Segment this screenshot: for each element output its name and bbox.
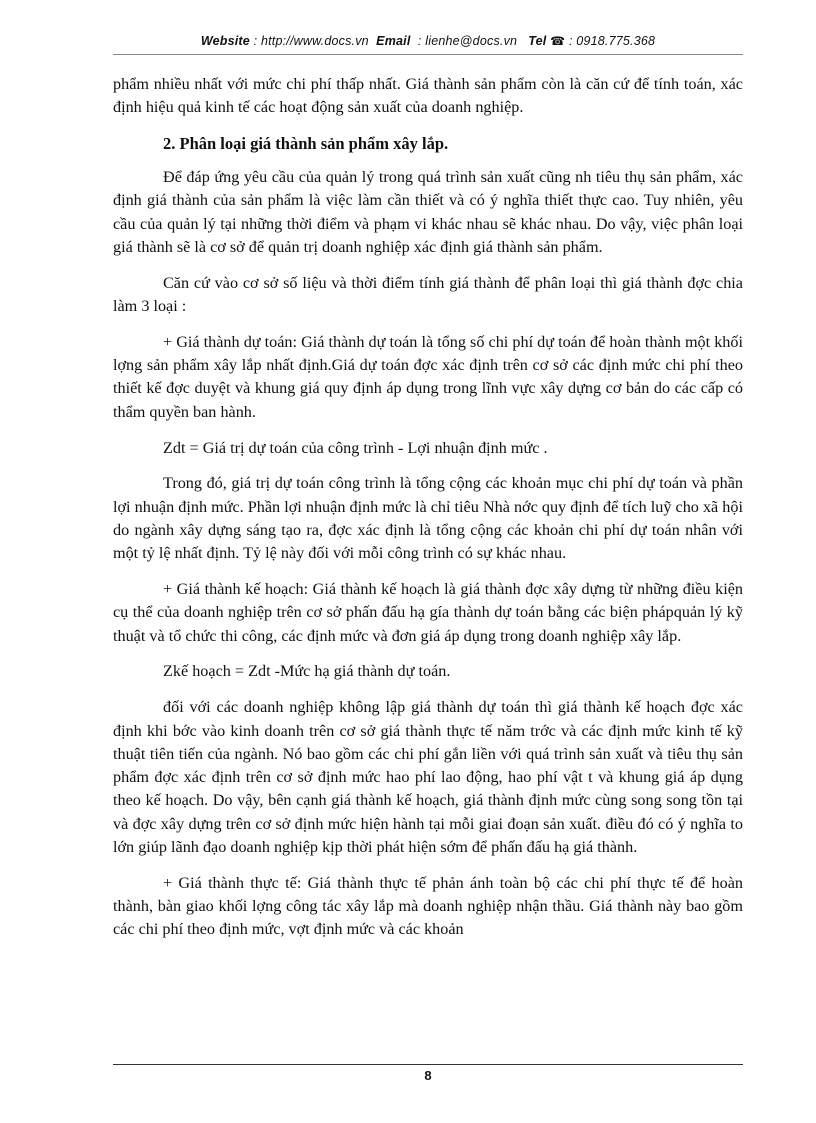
paragraph-planned-detail: đối với các doanh nghiệp không lập giá thành dự toán thì giá thành kế hoạch đợc xác định khi bớc vào kinh doanh trên cơ sở giá thành thực tế năm trớc và các định mức kinh tế kỹ thuật tiên tiến của ngành. Nó bao gồm các chi phí gắn liền với quá trình sản xuất và tiêu thụ sản phẩm đợc xác định trên cơ sở định mức hao phí lao động, hao phí vật t và khung giá áp dụng theo kế hoạch. Do vậy, bên cạnh giá thành kế hoạch, giá thành định mức cùng song song tồn tại và đợc xây dựng trên cơ sở định mức hiện hành tại mỗi giai đoạn sản xuất. điều đó có ý nghĩa to lớn giúp lãnh đạo doanh nghiệp kịp thời phát hiện sớm để phấn đấu hạ giá thành.: [113, 698, 743, 857]
page-header: [113, 34, 743, 48]
paragraph-continuation: phẩm nhiều nhất với mức chi phí thấp nhất. Giá thành sản phẩm còn là căn cứ để tính toán, xác định hiệu quả kinh tế các hoạt động sản xuất của doanh nghiệp.: [113, 75, 743, 117]
paragraph-actual-cost: + Giá thành thực tế: Giá thành thực tế phản ánh toàn bộ các chi phí thực tế để hoàn thành, bàn giao khối lợng công tác xây lắp mà doanh nghiệp nhận thầu. Giá thành này bao gồm các chi phí theo định mức, vợt định mức và các khoản: [113, 873, 743, 939]
email-label: Email: [376, 34, 411, 48]
page-number: 8: [424, 1068, 432, 1083]
paragraph-planned-cost: + Giá thành kế hoạch: Giá thành kế hoạch là giá thành đợc xây dựng từ những điều kiện cụ thể của doanh nghiệp trên cơ sở phấn đấu hạ gía thành dự toán bằng các biện phápquản lý kỹ thuật và tổ chức thi công, các định mức và đơn giá áp dụng trong doanh nghiệp xây lắp.: [113, 580, 743, 645]
footer-divider: [113, 1064, 743, 1065]
formula-zkh: Zkế hoạch = Zdt -Mức hạ giá thành dự toán.: [163, 662, 451, 681]
website-value: : http://www.docs.vn: [253, 34, 369, 48]
tel-value: : 0918.775.368: [568, 34, 656, 48]
email-value: : lienhe@docs.vn: [417, 34, 518, 48]
tel-label: Tel: [528, 34, 547, 48]
header-divider: [113, 54, 743, 55]
paragraph-estimated-cost: + Giá thành dự toán: Giá thành dự toán là tổng số chi phí dự toán để hoàn thành một khối lợng sản phẩm xây lắp nhất định.Giá dự toán đợc xác định trên cơ sở các định mức chi phí theo thiết kế đợc duyệt và khung giá quy định áp dụng trong lĩnh vực xây dựng cơ bản do các cấp có thẩm quyền ban hành.: [113, 332, 743, 421]
formula-zdt: Zdt = Giá trị dự toán của công trình - Lợi nhuận định mức .: [163, 438, 548, 457]
section-heading: 2. Phân loại giá thành sản phẩm xây lắp.: [163, 134, 449, 154]
paragraph-intro: Để đáp ứng yêu cầu của quản lý trong quá trình sản xuất cũng nh tiêu thụ sản phẩm, xác định giá thành của sản phẩm là việc làm cần thiết và có ý nghĩa thiết thực cao. Tuy nhiên, yêu cầu của quản lý tại những thời điểm và phạm vi khác nhau sẽ khác nhau. Do vậy, việc phân loại giá thành sẽ là cơ sở để quản trị doanh nghiệp xác định giá thành sản phẩm.: [113, 168, 743, 256]
document-body: [113, 73, 743, 954]
phone-icon: ☎: [550, 34, 566, 48]
website-label: Website: [200, 34, 250, 48]
paragraph-estimate-detail: Trong đó, giá trị dự toán công trình là tổng cộng các khoản mục chi phí dự toán và phần lợi nhuận định mức. Phần lợi nhuận định mức là chỉ tiêu Nhà nớc quy định để tích luỹ cho xã hội do ngành xây dựng sáng tạo ra, đợc xác định là tổng cộng các khoản chi phí dự toán nhân với một tỷ lệ nhất định. Tỷ lệ này đối với mỗi công trình có sự khác nhau.: [113, 474, 743, 563]
paragraph-classification: Căn cứ vào cơ sở số liệu và thời điểm tính giá thành để phân loại thì giá thành đợc chia làm 3 loại :: [113, 273, 743, 316]
